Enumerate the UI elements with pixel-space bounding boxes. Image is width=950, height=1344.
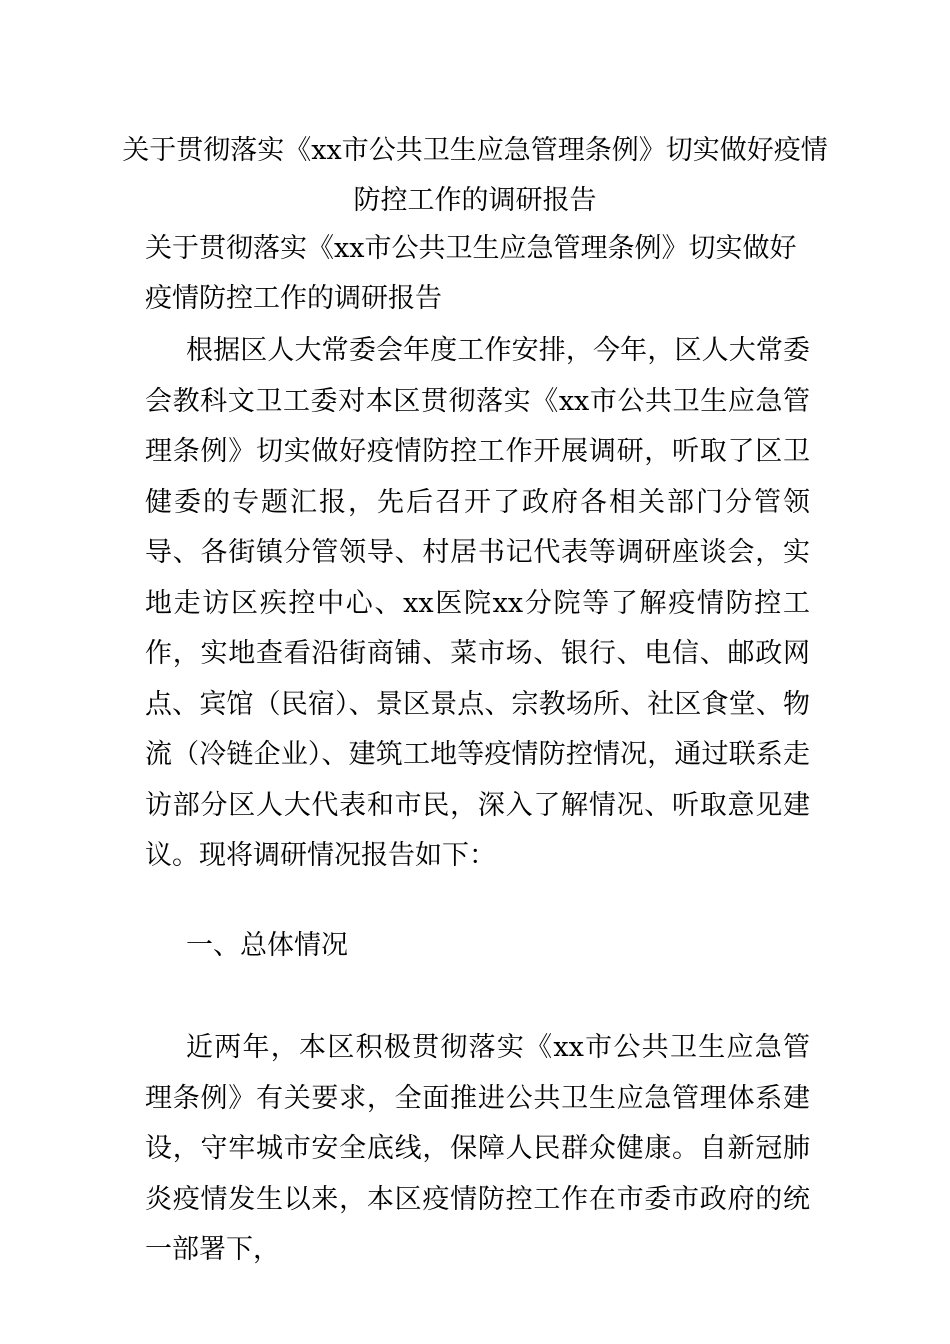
section-heading: 一、总体情况 bbox=[186, 930, 348, 961]
repeated-title: 关于贯彻落实《xx市公共卫生应急管理条例》切实做好疫情防控工作的调研报告 bbox=[145, 233, 797, 314]
document-title: 关于贯彻落实《xx市公共卫生应急管理条例》切实做好疫情防控工作的调研报告 bbox=[122, 135, 828, 216]
intro-paragraph: 根据区人大常委会年度工作安排，今年，区人大常委会教科文卫工委对本区贯彻落实《xx市公共卫生应急管理条例》切实做好疫情防控工作开展调研，听取了区卫健委的专题汇报，先后召开了政府各相关部门分管领导、各街镇分管领导、村居书记代表等调研座谈会，实地走访区疾控中心、xx医院xx分院等了解疫情防控工作，实地查看沿街商铺、菜市场、银行、电信、邮政网点、宾馆（民宿）、景区景点、宗教场所、社区食堂、物流（冷链企业）、建筑工地等疫情防控情况，通过联系走访部分区人大代表和市民，深入了解情况、听取意见建议。现将调研情况报告如下： bbox=[145, 335, 810, 871]
overview-paragraph: 近两年，本区积极贯彻落实《xx市公共卫生应急管理条例》有关要求，全面推进公共卫生应急管理体系建设，守牢城市安全底线，保障人民群众健康。自新冠肺炎疫情发生以来，本区疫情防控工作在市委市政府的统一部署下， bbox=[145, 1032, 810, 1265]
